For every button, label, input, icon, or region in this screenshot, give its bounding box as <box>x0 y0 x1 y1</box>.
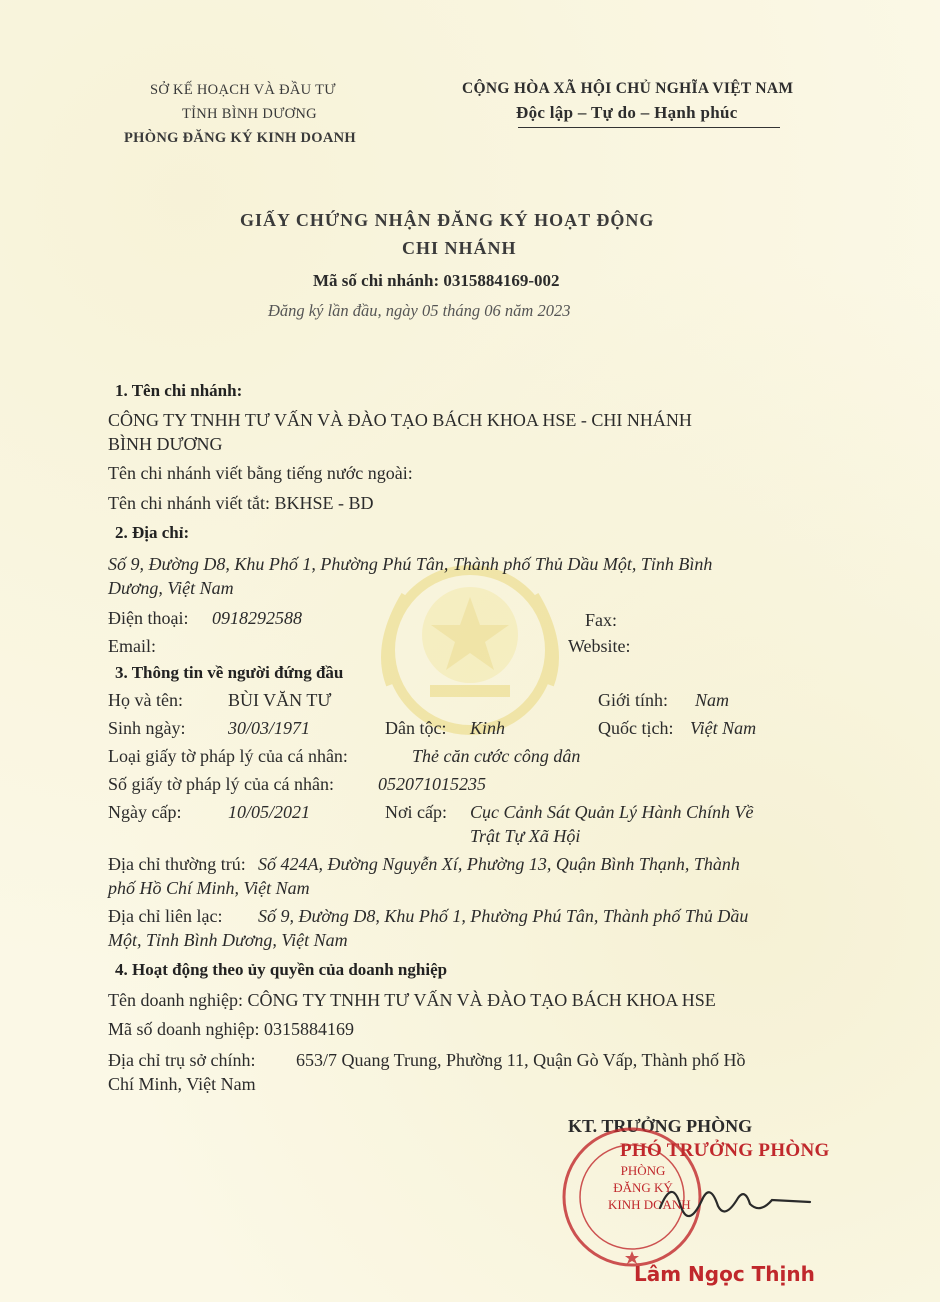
gender-value: Nam <box>695 690 730 710</box>
foreign-name-label: Tên chi nhánh viết bằng tiếng nước ngoài: <box>108 463 413 483</box>
first-registration-date: Đăng ký lần đầu, ngày 05 tháng 06 năm 2023 <box>268 301 571 320</box>
address-line2: Dương, Việt Nam <box>108 578 234 598</box>
ethnic-value: Kinh <box>470 718 506 738</box>
doc-number-value: 052071015235 <box>378 774 486 794</box>
fullname-value: BÙI VĂN TƯ <box>228 690 332 710</box>
motto-underline <box>518 127 780 128</box>
province-name: TỈNH BÌNH DƯƠNG <box>182 106 317 122</box>
handwritten-signature <box>650 1170 820 1230</box>
permanent-address-line2: phố Hồ Chí Minh, Việt Nam <box>108 878 310 898</box>
agency-name: SỞ KẾ HOẠCH VÀ ĐẦU TƯ <box>150 82 336 98</box>
document-title: GIẤY CHỨNG NHẬN ĐĂNG KÝ HOẠT ĐỘNG <box>240 210 655 230</box>
issue-date-value: 10/05/2021 <box>228 802 311 822</box>
email-label: Email: <box>108 636 156 656</box>
document-subtitle: CHI NHÁNH <box>402 238 517 258</box>
contact-address-label: Địa chỉ liên lạc: <box>108 906 223 926</box>
contact-address-line2: Một, Tỉnh Bình Dương, Việt Nam <box>108 930 348 950</box>
signer-position: KT. TRƯỞNG PHÒNG <box>568 1116 753 1136</box>
office-name: PHÒNG ĐĂNG KÝ KINH DOANH <box>124 130 356 146</box>
short-name: Tên chi nhánh viết tắt: BKHSE - BD <box>108 493 374 513</box>
issue-place-label: Nơi cấp: <box>385 802 447 822</box>
hq-address-line1: 653/7 Quang Trung, Phường 11, Quận Gò Vấp, Thành phố Hồ <box>296 1050 746 1070</box>
branch-name-line2: BÌNH DƯƠNG <box>108 434 223 454</box>
dob-label: Sinh ngày: <box>108 718 186 738</box>
issue-date-label: Ngày cấp: <box>108 802 182 822</box>
fax-label: Fax: <box>585 610 618 630</box>
address-line1: Số 9, Đường D8, Khu Phố 1, Phường Phú Tân, Thành phố Thủ Dầu Một, Tỉnh Bình <box>108 554 713 574</box>
section-4-heading: 4. Hoạt động theo ủy quyền của doanh nghiệp <box>115 960 448 979</box>
branch-name-line1: CÔNG TY TNHH TƯ VẤN VÀ ĐÀO TẠO BÁCH KHOA HSE - CHI NHÁNH <box>108 410 692 430</box>
section-3-heading: 3. Thông tin về người đứng đầu <box>115 663 344 682</box>
permanent-address-label: Địa chỉ thường trú: <box>108 854 246 874</box>
hq-address-line2: Chí Minh, Việt Nam <box>108 1074 256 1094</box>
deputy-title-stamp: PHÓ TRƯỞNG PHÒNG <box>620 1140 830 1161</box>
doc-number-label: Số giấy tờ pháp lý của cá nhân: <box>108 774 334 794</box>
phone-label: Điện thoại: <box>108 608 189 628</box>
signer-name: Lâm Ngọc Thịnh <box>634 1262 815 1286</box>
issue-place-line1: Cục Cảnh Sát Quản Lý Hành Chính Về <box>470 802 754 822</box>
nationality-label: Quốc tịch: <box>598 718 674 738</box>
stamp-line-2: ĐĂNG KÝ <box>613 1180 673 1195</box>
ethnic-label: Dân tộc: <box>385 718 447 738</box>
section-1-heading: 1. Tên chi nhánh: <box>115 381 243 400</box>
permanent-address-line1: Số 424A, Đường Nguyễn Xí, Phường 13, Quận Bình Thạnh, Thành <box>258 854 740 874</box>
nationality-value: Việt Nam <box>690 718 757 738</box>
country-name: CỘNG HÒA XÃ HỘI CHỦ NGHĨA VIỆT NAM <box>462 80 794 97</box>
doc-type-label: Loại giấy tờ pháp lý của cá nhân: <box>108 746 348 766</box>
gender-label: Giới tính: <box>598 690 669 710</box>
company-code: Mã số doanh nghiệp: 0315884169 <box>108 1019 354 1039</box>
section-2-heading: 2. Địa chỉ: <box>115 523 190 542</box>
stamp-line-3: KINH DOANH <box>608 1197 691 1212</box>
phone-value: 0918292588 <box>212 608 302 628</box>
national-motto: Độc lập – Tự do – Hạnh phúc <box>516 103 738 122</box>
company-name: Tên doanh nghiệp: CÔNG TY TNHH TƯ VẤN VÀ ĐÀO TẠO BÁCH KHOA HSE <box>108 990 716 1010</box>
branch-code: Mã số chi nhánh: 0315884169-002 <box>313 271 560 290</box>
stamp-line-1: PHÒNG <box>620 1163 666 1178</box>
doc-type-value: Thẻ căn cước công dân <box>412 746 581 766</box>
dob-value: 30/03/1971 <box>228 718 311 738</box>
issue-place-line2: Trật Tự Xã Hội <box>470 826 581 846</box>
contact-address-line1: Số 9, Đường D8, Khu Phố 1, Phường Phú Tân, Thành phố Thủ Dầu <box>258 906 749 926</box>
fullname-label: Họ và tên: <box>108 690 183 710</box>
website-label: Website: <box>568 636 631 656</box>
hq-address-label: Địa chỉ trụ sở chính: <box>108 1050 256 1070</box>
